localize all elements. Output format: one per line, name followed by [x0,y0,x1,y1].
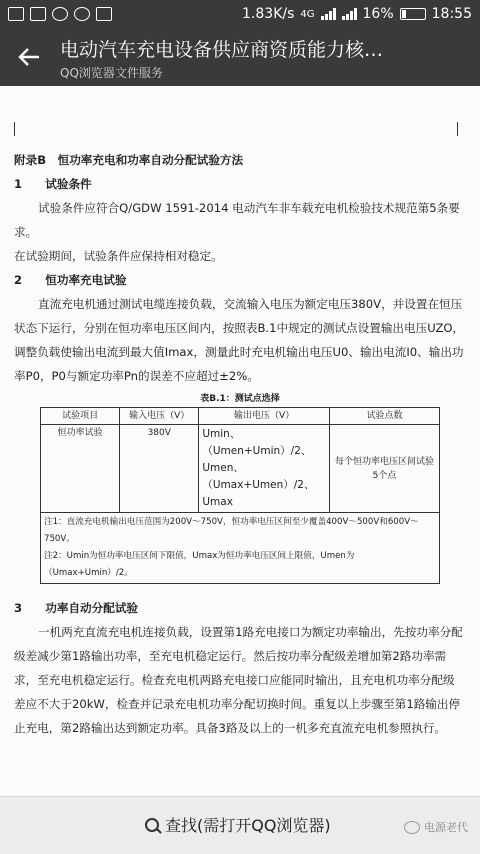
document-page [14,148,466,740]
clock: 18:55 [431,6,472,22]
signal-icon [321,8,336,20]
table-header: 输入电压（V） [120,408,199,425]
document-source: QQ浏览器文件服务 [60,66,163,80]
watermark [404,819,468,835]
message-icon [96,7,112,21]
table-cell-output: Umin、（Umen+Umin）/2、Umen、（Umax+Umen）/2、Umax [199,425,330,513]
document-viewer[interactable] [0,86,480,796]
crop-mark [457,122,458,136]
crop-mark [14,122,15,136]
arrow-left-icon [18,47,40,67]
table-cell-input: 380V [120,425,199,513]
section-3-paragraph: 一机两充直流充电机连接负载，设置第1路充电接口为额定功率输出，先按功率分配级差减少第1路输出功率，至充电机稳定运行。然后按功率分配级差增加第2路功率需求，至充电机稳定运行。检查充电机两路充电接口应能同时输出，且充电机功率分配级差应不大于20kW，检查并记录充电机功率分配切换时间。重复以上步骤至第1路输出停止充电，第2路输出达到额定功率。具备3路及以上的一机多充直流充电机参照执行。 [14,625,463,735]
table-header: 试验项目 [41,408,120,425]
network-type: 4G [300,8,315,20]
section-1-paragraph-2: 在试验期间，试验条件应保持相对稳定。 [14,249,223,263]
table-caption: 表B.1：测试点选择 [200,394,280,404]
section-2-heading: 2 恒功率充电试验 [14,273,127,287]
section-2-paragraph: 直流充电机通过测试电缆连接负载，交流输入电压为额定电压380V，并设置在恒压状态下运行，分别在恒功率电压区间内，按照表B.1中规定的测试点设置输出电压UZO，调整负载使输出电流到最大值Imax，测量此时充电机输出电压U0、输出电流I0、输出功率P0，P0与额定功率Pn的误差不应超过±2%。 [14,297,465,383]
find-button-label: 查找(需打开QQ浏览器) [165,816,331,835]
gallery-icon [30,7,46,21]
bottom-bar [0,796,480,854]
table-note-2: 注2：Umin为恒功率电压区间下限值，Umax为恒功率电压区间上限值，Umen为（Umax+Umin）/2。 [44,551,355,578]
signal-icon-2 [342,8,357,20]
qq-icon [52,7,68,21]
section-1-paragraph: 试验条件应符合Q/GDW 1591-2014 电动汽车非车载充电机检验技术规范第5条要求。 [14,201,460,239]
appendix-heading: 附录B 恒功率充电和功率自动分配试验方法 [14,153,244,167]
sync-icon [74,7,90,21]
table-notes [41,513,440,584]
find-button[interactable] [145,813,331,836]
back-button[interactable] [12,40,46,74]
battery-percent: 16% [362,6,394,22]
search-icon [145,818,159,832]
notification-icon [8,7,24,21]
section-3-heading: 3 功率自动分配试验 [14,601,139,615]
status-bar [0,0,480,28]
wechat-icon [404,821,420,834]
table-cell-points: 每个恒功率电压区间试验5个点 [329,425,439,513]
table-header: 输出电压（V） [199,408,330,425]
section-1-heading: 1 试验条件 [14,177,92,191]
battery-icon [400,8,426,20]
test-point-table [40,407,440,584]
table-header: 试验点数 [329,408,439,425]
app-bar [0,28,480,86]
table-cell-item: 恒功率试验 [41,425,120,513]
table-note-1: 注1：直流充电机输出电压范围为200V～750V，恒功率电压区间至少覆盖400V～500V和600V～750V。 [44,517,419,544]
watermark-text: 电源老代 [424,821,468,834]
network-speed: 1.83K/s [242,6,295,22]
document-title: 电动汽车充电设备供应商资质能力核… [60,39,384,61]
